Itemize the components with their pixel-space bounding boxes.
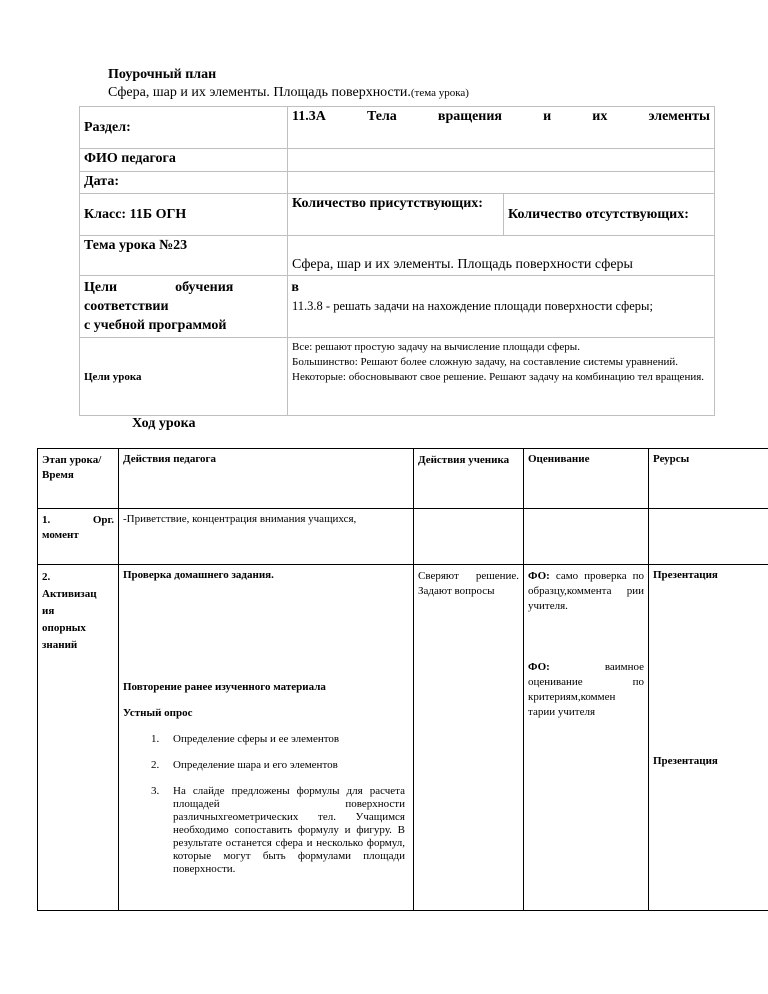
quiz-item-number: 1. (151, 733, 160, 745)
section-label: Раздел: (84, 119, 131, 135)
goal-some: Некоторые: обосновывают свое решение. Решают задачу на комбинацию тел вращения. (292, 371, 705, 383)
topic-label-cell (80, 236, 288, 276)
row1-eval (524, 509, 649, 565)
row1-student (414, 509, 524, 565)
row1-teacher: -Приветствие, концентрация внимания учащихся, (119, 509, 414, 565)
student-action: Сверяют решение. Задают вопросы (418, 570, 519, 597)
lesson-table (37, 448, 768, 911)
eval-peer (528, 660, 644, 720)
topic-label: Тема урока №23 (84, 238, 188, 253)
quiz-item-text: На слайде предложены формулы для расчета площадей поверхности различныхгеометрических тел. Учащимся необходимо сопоставить формулу и фигуру. В результате останется сфера и несколько формул, которые могут быть формулами площади поверхности. (173, 785, 405, 875)
header-resources: Реурсы (649, 449, 768, 509)
stage-word: 1. (42, 514, 51, 526)
eval-self-label: ФО: (528, 570, 550, 582)
quiz-item-text: Определение сферы и ее элементов (173, 733, 340, 745)
stage-word: 2. (42, 571, 51, 583)
eval-self (528, 569, 644, 614)
subtitle-note: (тема урока) (410, 87, 469, 99)
row2-student (414, 565, 524, 911)
stage-word: момент (42, 529, 79, 541)
header-student: Действия ученика (414, 449, 524, 509)
section-value-cell (288, 107, 715, 149)
goals-label-line2: соответствии (84, 299, 169, 314)
section-word: вращения (437, 109, 502, 124)
date-value-cell (288, 172, 715, 194)
stage-word: знаний (42, 639, 78, 651)
goals-value: 11.3.8 - решать задачи на нахождение площади поверхности сферы; (292, 299, 653, 313)
header-eval: Оценивание (524, 449, 649, 509)
row1-resources (649, 509, 768, 565)
subtitle-main: Сфера, шар и их элементы. Площадь поверхности. (108, 85, 411, 100)
topic-value-cell (288, 236, 715, 276)
lesson-goals-cell (288, 338, 715, 416)
quiz-item-text: Определение шара и его элементов (173, 759, 338, 771)
lesson-goals-label-cell (80, 338, 288, 416)
absent-label-cell (504, 194, 715, 236)
row1-stage-line (42, 513, 114, 528)
oral-quiz-heading: Устный опрос (123, 707, 193, 719)
stage-word: ия (42, 605, 55, 617)
section-word: Тела (366, 109, 397, 124)
resource-presentation: Презентация (653, 755, 718, 767)
quiz-item-number: 2. (151, 759, 160, 771)
teacher-label-cell (80, 149, 288, 172)
goals-word: обучения (175, 280, 234, 295)
eval-self-text: само проверка по образцу,коммента рии учителя. (528, 570, 644, 612)
plan-title: Поурочный план (108, 67, 217, 82)
stage-word: Орг. (92, 514, 114, 526)
quiz-item-number: 3. (151, 785, 160, 797)
row2-stage (38, 565, 119, 911)
quiz-item (151, 759, 409, 771)
goals-word: в (291, 280, 299, 295)
info-table (79, 106, 715, 416)
section-label-cell (80, 107, 288, 149)
date-label: Дата: (84, 174, 119, 189)
absent-label: Количество отсутствующих: (508, 206, 689, 222)
class-label-cell (80, 194, 288, 236)
section-word: и (543, 109, 552, 124)
resource-presentation: Презентация (653, 569, 718, 581)
class-label: Класс: 11Б ОГН (84, 206, 187, 222)
stage-word: Активизац (42, 588, 97, 600)
eval-peer-text: ваимное оценивание по критериям,коммен тарии учителя (528, 661, 644, 718)
header-stage: Этап урока/ Время (38, 449, 119, 509)
goals-word: Цели (84, 280, 118, 295)
eval-peer-label: ФО: (528, 661, 550, 673)
section-word: 11.3А (292, 109, 326, 124)
row1-stage (38, 509, 119, 565)
goals-label-line3: с учебной программой (84, 318, 227, 333)
header-teacher: Действия педагога (119, 449, 414, 509)
row2-resources (649, 565, 768, 911)
homework-check: Проверка домашнего задания. (123, 569, 274, 581)
teacher-value-cell (288, 149, 715, 172)
row2-teacher (119, 565, 414, 911)
goals-label-line1 (84, 278, 299, 297)
review-heading: Повторение ранее изученного материала (123, 681, 326, 693)
lesson-goals-label: Цели урока (84, 370, 142, 383)
quiz-list (151, 733, 409, 876)
row2-eval (524, 565, 649, 911)
section-word: их (592, 109, 608, 124)
quiz-item (151, 785, 409, 876)
topic-value: Сфера, шар и их элементы. Площадь поверхности сферы (292, 257, 633, 272)
quiz-item (151, 733, 409, 745)
date-label-cell (80, 172, 288, 194)
present-label: Количество присутствующих: (292, 196, 483, 211)
course-title: Ход урока (132, 416, 196, 431)
plan-subtitle (108, 85, 469, 101)
goals-value-cell (288, 276, 715, 338)
goal-most: Большинство: Решают более сложную задачу, на составление системы уравнений. (292, 356, 678, 368)
goals-label-cell (80, 276, 299, 338)
section-value (292, 109, 710, 125)
present-label-cell (288, 194, 504, 236)
section-word: элементы (648, 109, 710, 124)
stage-word: опорных (42, 622, 86, 634)
teacher-label: ФИО педагога (84, 151, 176, 166)
goal-all: Все: решают простую задачу на вычисление площади сферы. (292, 341, 580, 353)
